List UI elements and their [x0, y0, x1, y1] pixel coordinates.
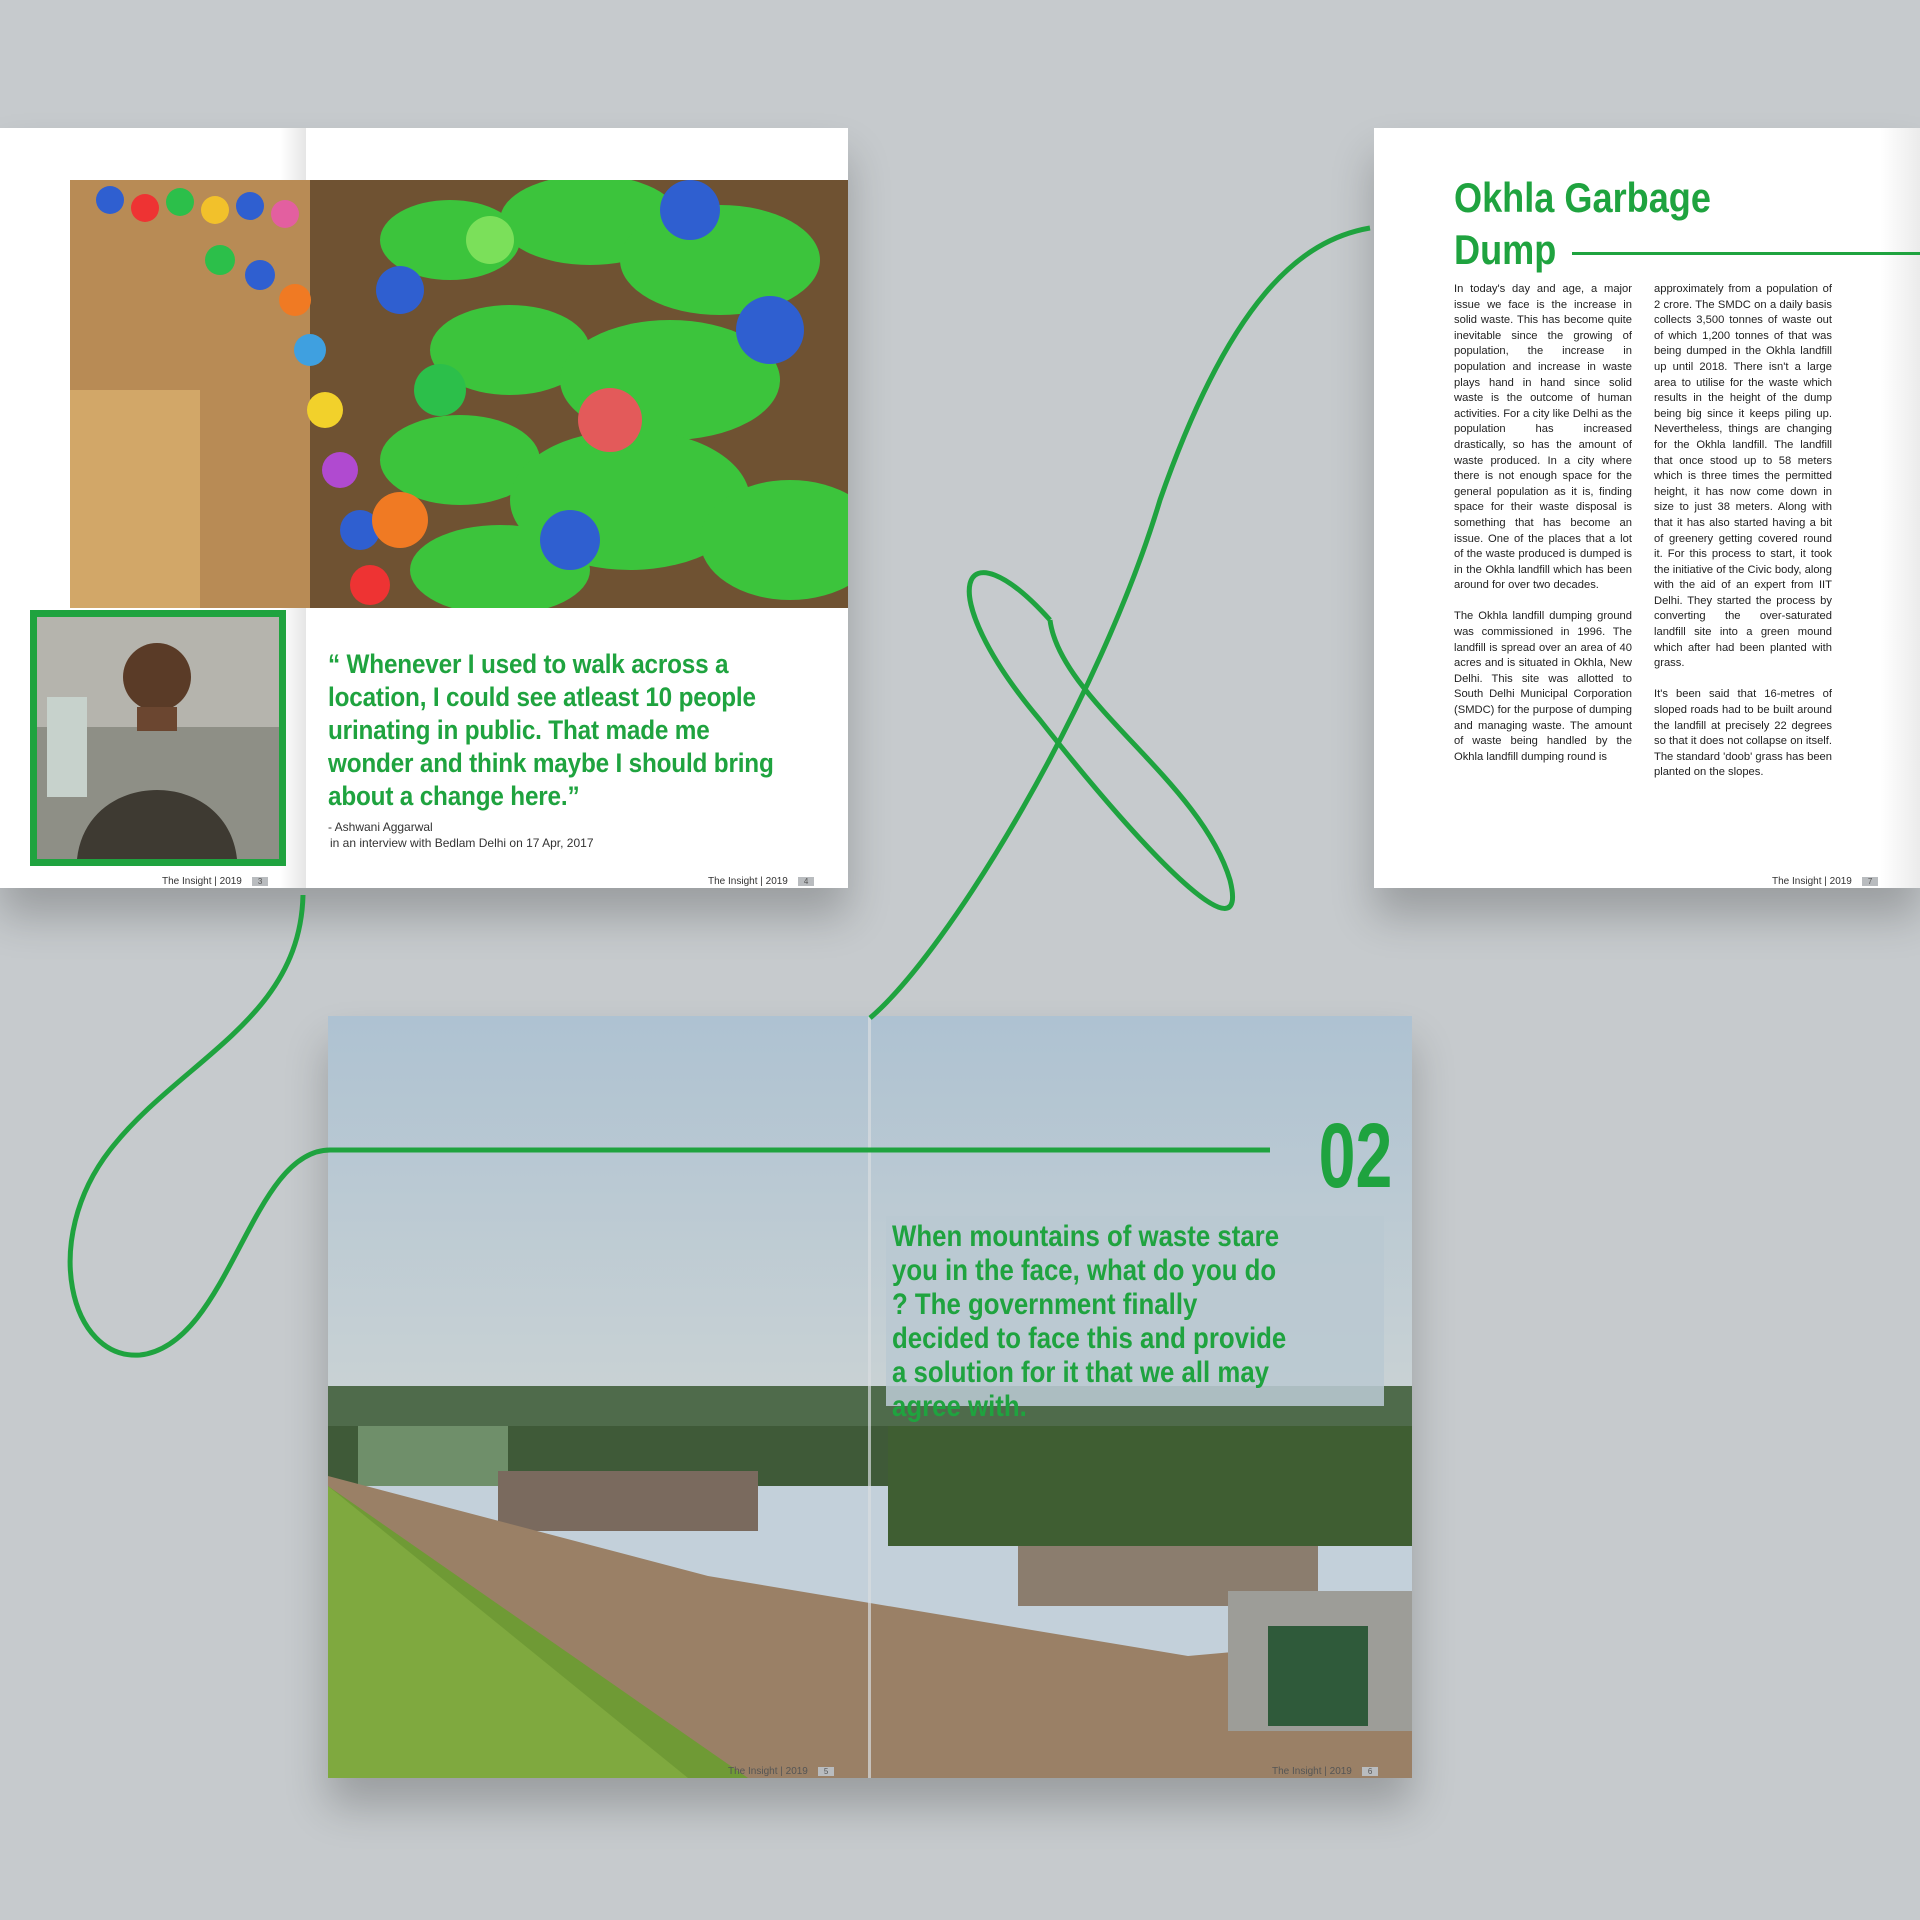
chapter-intro-text: When mountains of waste stare you in the face, what do you do ? The government finally decided to face this and provide a solution for it that we all may agree with. — [892, 1220, 1287, 1423]
photo-portrait — [30, 610, 286, 866]
article-title — [1454, 172, 1711, 276]
article-column-1: In today's day and age, a major issue we face is the increase in solid waste. This has become quite inevitable since the growing of population, the increase in population and increase in waste plays hand in hand since solid waste is the outcome of human activities. For a city like Delhi as the population has increased drastically, so has the amount of waste produced. In a city where there is not enough space for the general population as it is, finding space for their waste disposal is something that has become an issue. One of the places that a lot of the waste produced is dumped is in the Okhla landfill which has been around for over two decades. The Okhla landfill dumping ground was commissioned in 1996. The landfill is spread over an area of 40 acres and is situated in Okhla, New Delhi. This site was allotted to South Delhi Municipal Corporation (SMDC) for the purpose of dumping and managing waste. The amount of waste being handled by the Okhla landfill dumping round is — [1454, 283, 1632, 763]
page-number: 5 — [818, 1767, 834, 1776]
footer-page-4 — [708, 876, 814, 887]
footer-label: The Insight | 2019 — [162, 876, 242, 887]
footer-label: The Insight | 2019 — [1772, 876, 1852, 887]
spread-bottom — [328, 1016, 1412, 1778]
footer-page-7 — [1772, 876, 1878, 887]
title-line-1: Okhla Garbage — [1454, 174, 1711, 221]
spread-top-left — [0, 128, 848, 888]
article-column-2: approximately from a population of 2 crore. The SMDC on a daily basis collects 3,500 tonnes of waste out of which 1,200 tonnes of that was being dumped in the Okhla landfill up until 2018. There isn't a large area to utilise for the waste which results in the height of the dump being big since it keeps piling up. Nevertheless, things are changing for the Okhla landfill. The landfill that once stood up to 58 meters which is three times the permitted height, it has now come down in size to just 38 meters. Along with that it has also started having a bit of greenery getting covered round it. For this process to start, it took the initiative of the Civic body, along with the aid of an expert from IIT Delhi. They started the process by converting the over-saturated landfill site into a green mound which after had been planted with grass. It's been said that 16-metres of sloped roads had to be built around the landfill at precisely 22 degrees so that it does not collapse on itself. The standard 'doob' grass has been planted on the slopes. — [1654, 283, 1832, 779]
page-number: 6 — [1362, 1767, 1378, 1776]
footer-label: The Insight | 2019 — [708, 876, 788, 887]
footer-label: The Insight | 2019 — [1272, 1766, 1352, 1777]
footer-label: The Insight | 2019 — [728, 1766, 808, 1777]
chapter-number: 02 — [1318, 1105, 1392, 1207]
page-number: 4 — [798, 877, 814, 886]
footer-page-5 — [728, 1766, 834, 1777]
page-shadow — [1880, 128, 1920, 888]
photo-plastic-bottles — [70, 180, 848, 608]
quote-attribution-source: in an interview with Bedlam Delhi on 17 Apr, 2017 — [330, 836, 594, 850]
chapter-intro — [886, 1216, 1384, 1423]
title-rule — [1572, 252, 1920, 255]
page-top-right — [1374, 128, 1920, 888]
page-number: 3 — [252, 877, 268, 886]
quote-attribution-name: - Ashwani Aggarwal — [328, 820, 433, 834]
footer-page-6 — [1272, 1766, 1378, 1777]
pull-quote: “ Whenever I used to walk across a location, I could see atleast 10 people urinating in public. That made me wonder and think maybe I should bring about a change here.” — [328, 649, 774, 811]
title-line-2: Dump — [1454, 226, 1557, 273]
page-number: 7 — [1862, 877, 1878, 886]
footer-page-3 — [162, 876, 268, 887]
